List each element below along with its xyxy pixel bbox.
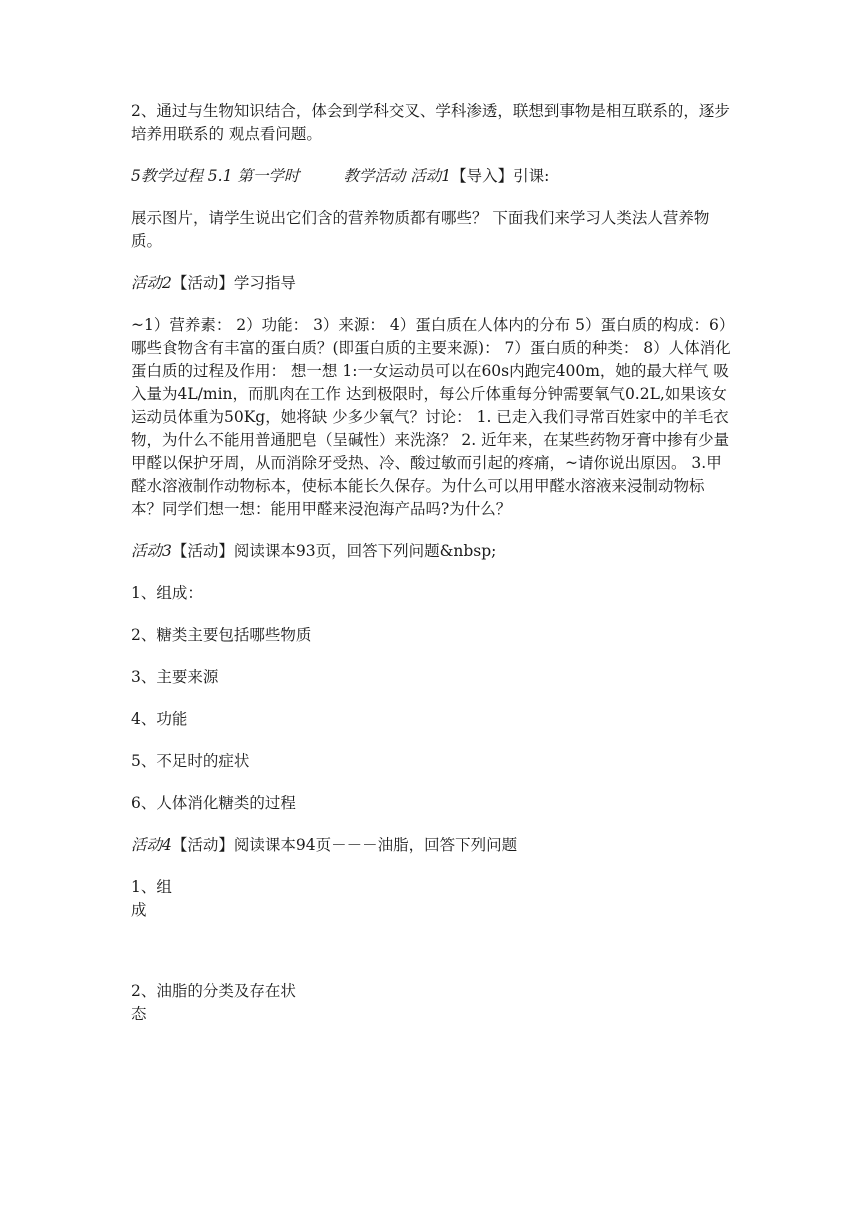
activity3-item: 4、功能 — [131, 710, 188, 728]
activity2-tag: 【活动】学习指导 — [171, 274, 296, 292]
activity4-item-1-line-2: 成 — [131, 901, 147, 919]
activity3-header — [131, 540, 731, 563]
activity3-item: 3、主要来源 — [131, 668, 219, 686]
process-label: 5教学过程 5.1 第一学时 — [131, 167, 300, 185]
activity4-tag: 【活动】阅读课本94页－－－油脂，回答下列问题 — [171, 836, 518, 854]
activity4-header — [131, 834, 731, 857]
process-header — [131, 165, 731, 188]
activity3-item: 2、糖类主要包括哪些物质 — [131, 626, 312, 644]
objective-2: 2、通过与生物知识结合，体会到学科交叉、学科渗透，联想到事物是相互联系的，逐步培养用联系的 观点看问题。 — [131, 102, 730, 143]
activity4-item-2-line-2: 态 — [131, 1005, 147, 1023]
activity2-text: ~1）营养素： 2）功能： 3）来源： 4）蛋白质在人体内的分布 5）蛋白质的构成：6）哪些食物含有丰富的蛋白质？(即蛋白质的主要来源)： 7）蛋白质的种类： 8）人体消化蛋白质的过程及作用： 想一想 1:一女运动员可以在60s内跑完400m，她的最大样气 吸入量为4L/min，而肌肉在工作 达到极限时，每公斤体重每分钟需要氧气0.2L,如果该女运动员体重为50Kg，她将缺 少多少氧气？讨论： 1. 已走入我们寻常百姓家中的羊毛衣物，为什么不能用普通肥皂（呈碱性）来洗涤？ 2. 近年来，在某些药物牙膏中掺有少量甲醛以保护牙周，从而消除牙受热、冷、酸过敏而引起的疼痛，~请你说出原因。 3.甲醛水溶液制作动物标本，使标本能长久保存。为什么可以用甲醛水溶液来浸制动物标本？同学们想一想：能用甲醛来浸泡海产品吗?为什么？ — [131, 316, 731, 518]
activity1-text: 展示图片，请学生说出它们含的营养物质都有哪些？ 下面我们来学习人类法人营养物质。 — [131, 209, 710, 250]
activity2-label: 活动2 — [131, 274, 172, 292]
activity2-header — [131, 272, 731, 295]
activity3-tag: 【活动】阅读课本93页，回答下列问题&nbsp; — [171, 542, 497, 560]
activity1-tag: 【导入】引课: — [451, 167, 550, 185]
document-page — [131, 100, 731, 1026]
activity4-item-1-line-1: 1、组 — [131, 878, 172, 896]
activity3-item: 6、人体消化糖类的过程 — [131, 794, 296, 812]
activity3-item: 5、不足时的症状 — [131, 752, 250, 770]
activity3-label: 活动3 — [131, 542, 172, 560]
activity4-label: 活动4 — [131, 836, 172, 854]
activity4-item-2-line-1: 2、油脂的分类及存在状 — [131, 982, 296, 1000]
activity1-label: 教学活动 活动1 — [343, 167, 452, 185]
activity3-item: 1、组成： — [131, 584, 203, 602]
